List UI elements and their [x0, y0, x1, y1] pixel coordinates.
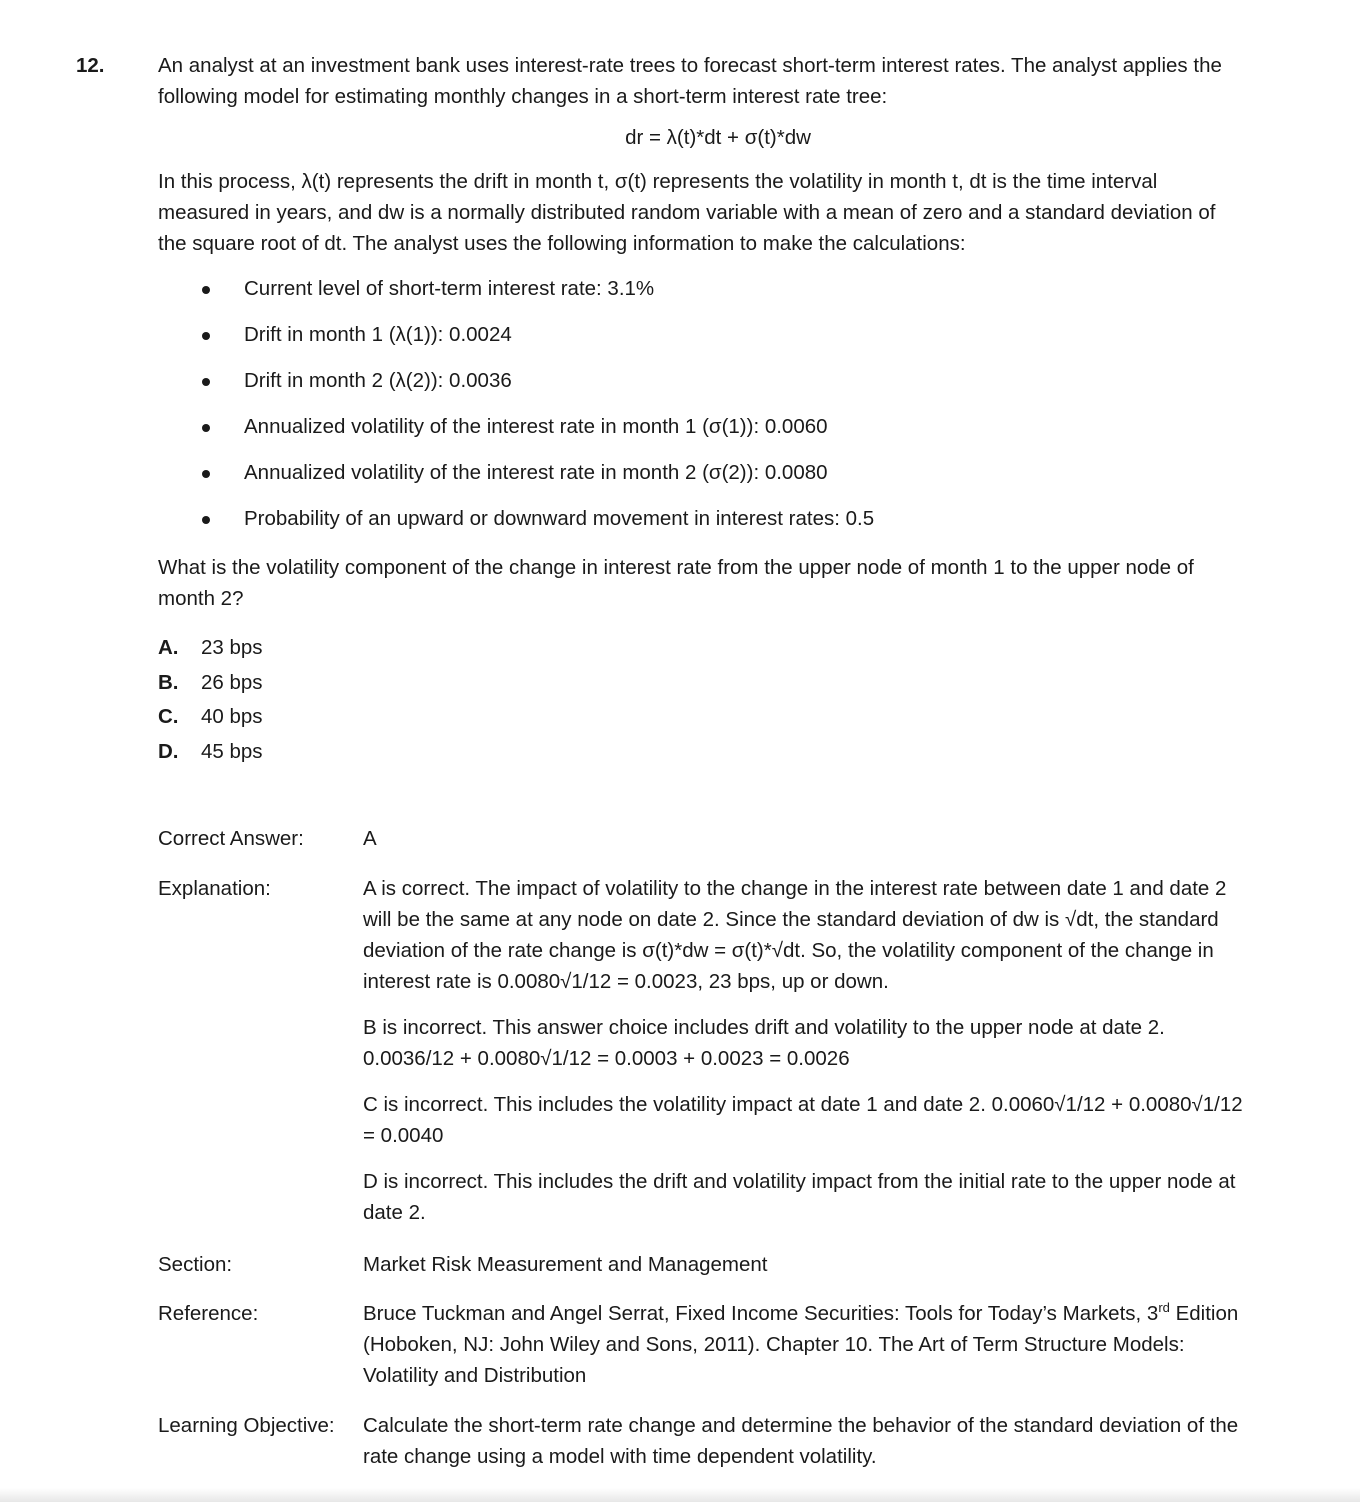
given-data-list [158, 273, 1238, 549]
choice-text: 45 bps [201, 739, 263, 763]
question-prompt: What is the volatility component of the change in interest rate from the upper node of month 1 to the upper node of month 2? [158, 556, 1194, 610]
section-value: Market Risk Measurement and Management [363, 1253, 768, 1276]
page-edge-shadow [0, 1488, 1360, 1502]
bullet-icon [202, 516, 210, 524]
correct-answer-value: A [363, 827, 377, 850]
question-number: 12. [76, 54, 105, 77]
explanation-paragraph: B is incorrect. This answer choice includes drift and volatility to the upper node at date 2. 0.0036/12 + 0.0080√1/12 = 0.0003 + 0.0023 = 0.0026 [363, 1016, 1165, 1070]
list-item: Annualized volatility of the interest rate in month 1 (σ(1)): 0.0060 [158, 411, 1238, 457]
choice-b [158, 667, 1238, 702]
answer-choices [158, 632, 1238, 770]
question-intro: An analyst at an investment bank uses interest-rate trees to forecast short-term interest rates. The analyst applies the following model for estimating monthly changes in a short-term interest rate tree: [158, 54, 1222, 108]
explanation-label: Explanation: [158, 877, 271, 900]
superscript: rd [1158, 1300, 1170, 1316]
learning-objective-value: Calculate the short-term rate change and determine the behavior of the standard deviation of the rate change using a model with time dependent volatility. [363, 1414, 1239, 1468]
choice-text: 26 bps [201, 670, 263, 694]
bullet-icon [202, 286, 210, 294]
choice-text: 40 bps [201, 705, 263, 729]
choice-text: 23 bps [201, 636, 263, 659]
question-description: In this process, λ(t) represents the drift in month t, σ(t) represents the volatility in month t, dt is the time interval measured in years, and dw is a normally distributed random variable with a mean of zero and a standard deviation of the square root of dt. The analyst uses the following information to make the calculations: [158, 170, 1216, 255]
bullet-icon [202, 424, 210, 432]
choice-d [158, 736, 1238, 771]
bullet-icon [202, 378, 210, 386]
correct-answer-label: Correct Answer: [158, 827, 304, 850]
choice-letter: B. [158, 670, 179, 694]
reference-label: Reference: [158, 1302, 259, 1325]
explanation-body [363, 873, 1248, 1243]
question-stem [158, 50, 1238, 770]
list-item: Drift in month 2 (λ(2)): 0.0036 [158, 365, 1238, 411]
explanation-paragraph: C is incorrect. This includes the volatility impact at date 1 and date 2. 0.0060√1/12 + 0.0080√1/12 = 0.0040 [363, 1093, 1243, 1147]
list-item: Probability of an upward or downward movement in interest rates: 0.5 [158, 503, 1238, 549]
explanation-paragraph: A is correct. The impact of volatility to the change in the interest rate between date 1 and date 2 will be the same at any node on date 2. Since the standard deviation of dw is √dt, the standard deviation of the rate change is σ(t)*dw = σ(t)*√dt. So, the volatility component of the change in interest rate is 0.0080√1/12 = 0.0023, 23 bps, up or down. [363, 877, 1227, 993]
choice-a [158, 632, 1238, 667]
bullet-icon [202, 332, 210, 340]
choice-c [158, 701, 1238, 736]
list-item: Current level of short-term interest rate: 3.1% [158, 273, 1238, 319]
choice-letter: C. [158, 705, 179, 729]
choice-letter: D. [158, 739, 179, 763]
learning-objective-label: Learning Objective: [158, 1414, 335, 1437]
reference-value: Bruce Tuckman and Angel Serrat, Fixed Income Securities: Tools for Today’s Markets, 3rd Edition (Hoboken, NJ: John Wiley and Sons, 2011). Chapter 10. The Art of Term Structure Models: Volatility and Distribution [363, 1300, 1239, 1387]
formula: dr = λ(t)*dt + σ(t)*dw [625, 126, 811, 149]
bullet-icon [202, 470, 210, 478]
section-label: Section: [158, 1253, 233, 1276]
choice-letter: A. [158, 636, 179, 659]
list-item: Drift in month 1 (λ(1)): 0.0024 [158, 319, 1238, 365]
explanation-paragraph: D is incorrect. This includes the drift and volatility impact from the initial rate to the upper node at date 2. [363, 1170, 1236, 1224]
list-item: Annualized volatility of the interest rate in month 2 (σ(2)): 0.0080 [158, 457, 1238, 503]
